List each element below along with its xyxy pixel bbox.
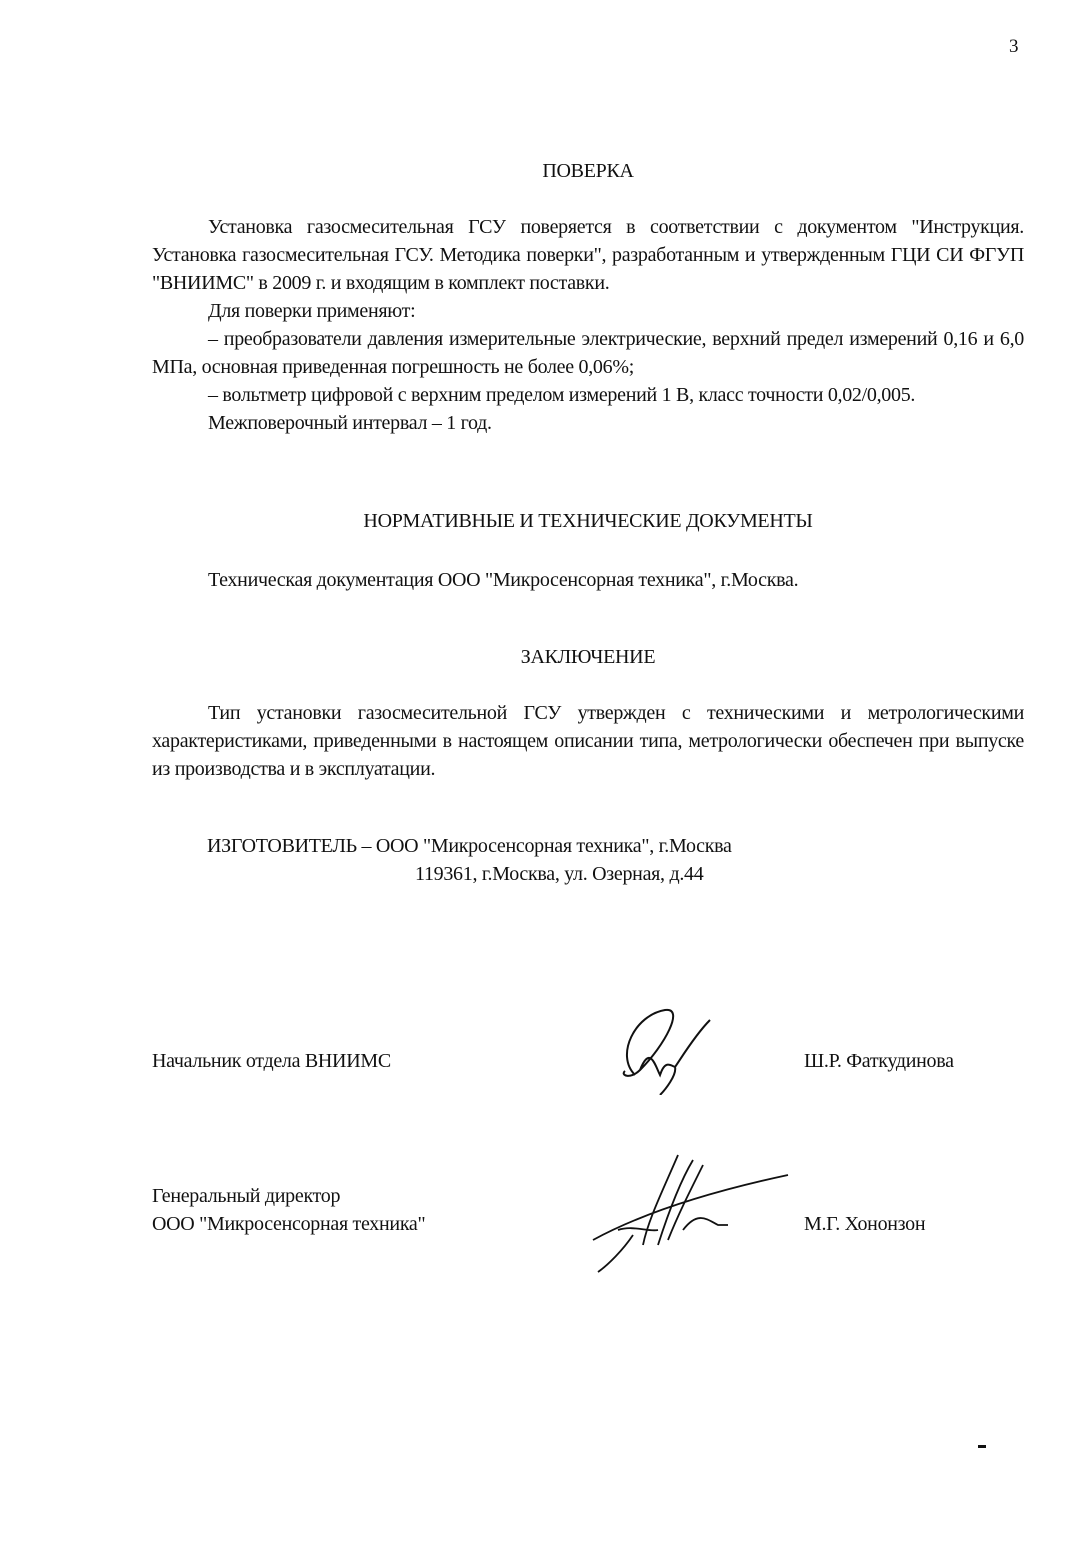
signatory-2-position-line2: ООО "Микросенсорная техника" — [152, 1213, 426, 1235]
page-number: 3 — [1009, 36, 1019, 57]
conclusion-body — [152, 699, 1024, 783]
section-title-verification: ПОВЕРКА — [542, 160, 634, 182]
normative-body — [152, 566, 1024, 594]
verification-paragraph-2: Для поверки применяют: — [208, 300, 416, 322]
signatory-2-position-line1: Генеральный директор — [152, 1185, 341, 1207]
scan-speck — [978, 1445, 986, 1448]
signature-1-icon — [605, 1005, 725, 1095]
signatory-1-position: Начальник отдела ВНИИМС — [152, 1050, 391, 1072]
normative-paragraph-1: Техническая документация ООО "Микросенсорная техника", г.Москва. — [208, 569, 799, 591]
signatory-1-name: Ш.Р. Фаткудинова — [804, 1050, 954, 1072]
verification-paragraph-1: Установка газосмесительная ГСУ поверяется в соответствии с документом "Инструкция. Установка газосмесительная ГСУ. Методика поверки", разработанным и утвержденным ГЦИ СИ ФГУП "ВНИИМС" в 2009 г. и входящим в комплект поставки. — [152, 216, 1024, 294]
verification-paragraph-5: Межповерочный интервал – 1 год. — [208, 412, 492, 434]
conclusion-paragraph-1: Тип установки газосмесительной ГСУ утвержден с техническими и метрологическими характеристиками, приведенными в настоящем описании типа, метрологически обеспечен при выпуске из производства и в эксплуатации. — [152, 702, 1024, 780]
signatory-2-name: М.Г. Хононзон — [804, 1213, 926, 1235]
section-title-conclusion: ЗАКЛЮЧЕНИЕ — [520, 646, 656, 668]
verification-paragraph-4: – вольтметр цифровой с верхним пределом измерений 1 В, класс точности 0,02/0,005. — [208, 384, 916, 406]
signature-2-icon — [588, 1150, 798, 1275]
manufacturer-address: 119361, г.Москва, ул. Озерная, д.44 — [415, 863, 704, 885]
verification-paragraph-3: – преобразователи давления измерительные электрические, верхний предел измерений 0,16 и 6,0 МПа, основная приведенная погрешность не более 0,06%; — [152, 328, 1024, 378]
section-title-normative: НОРМАТИВНЫЕ И ТЕХНИЧЕСКИЕ ДОКУМЕНТЫ — [363, 510, 813, 532]
manufacturer-line: ИЗГОТОВИТЕЛЬ – ООО "Микросенсорная техника", г.Москва — [207, 835, 732, 857]
verification-body — [152, 213, 1024, 437]
